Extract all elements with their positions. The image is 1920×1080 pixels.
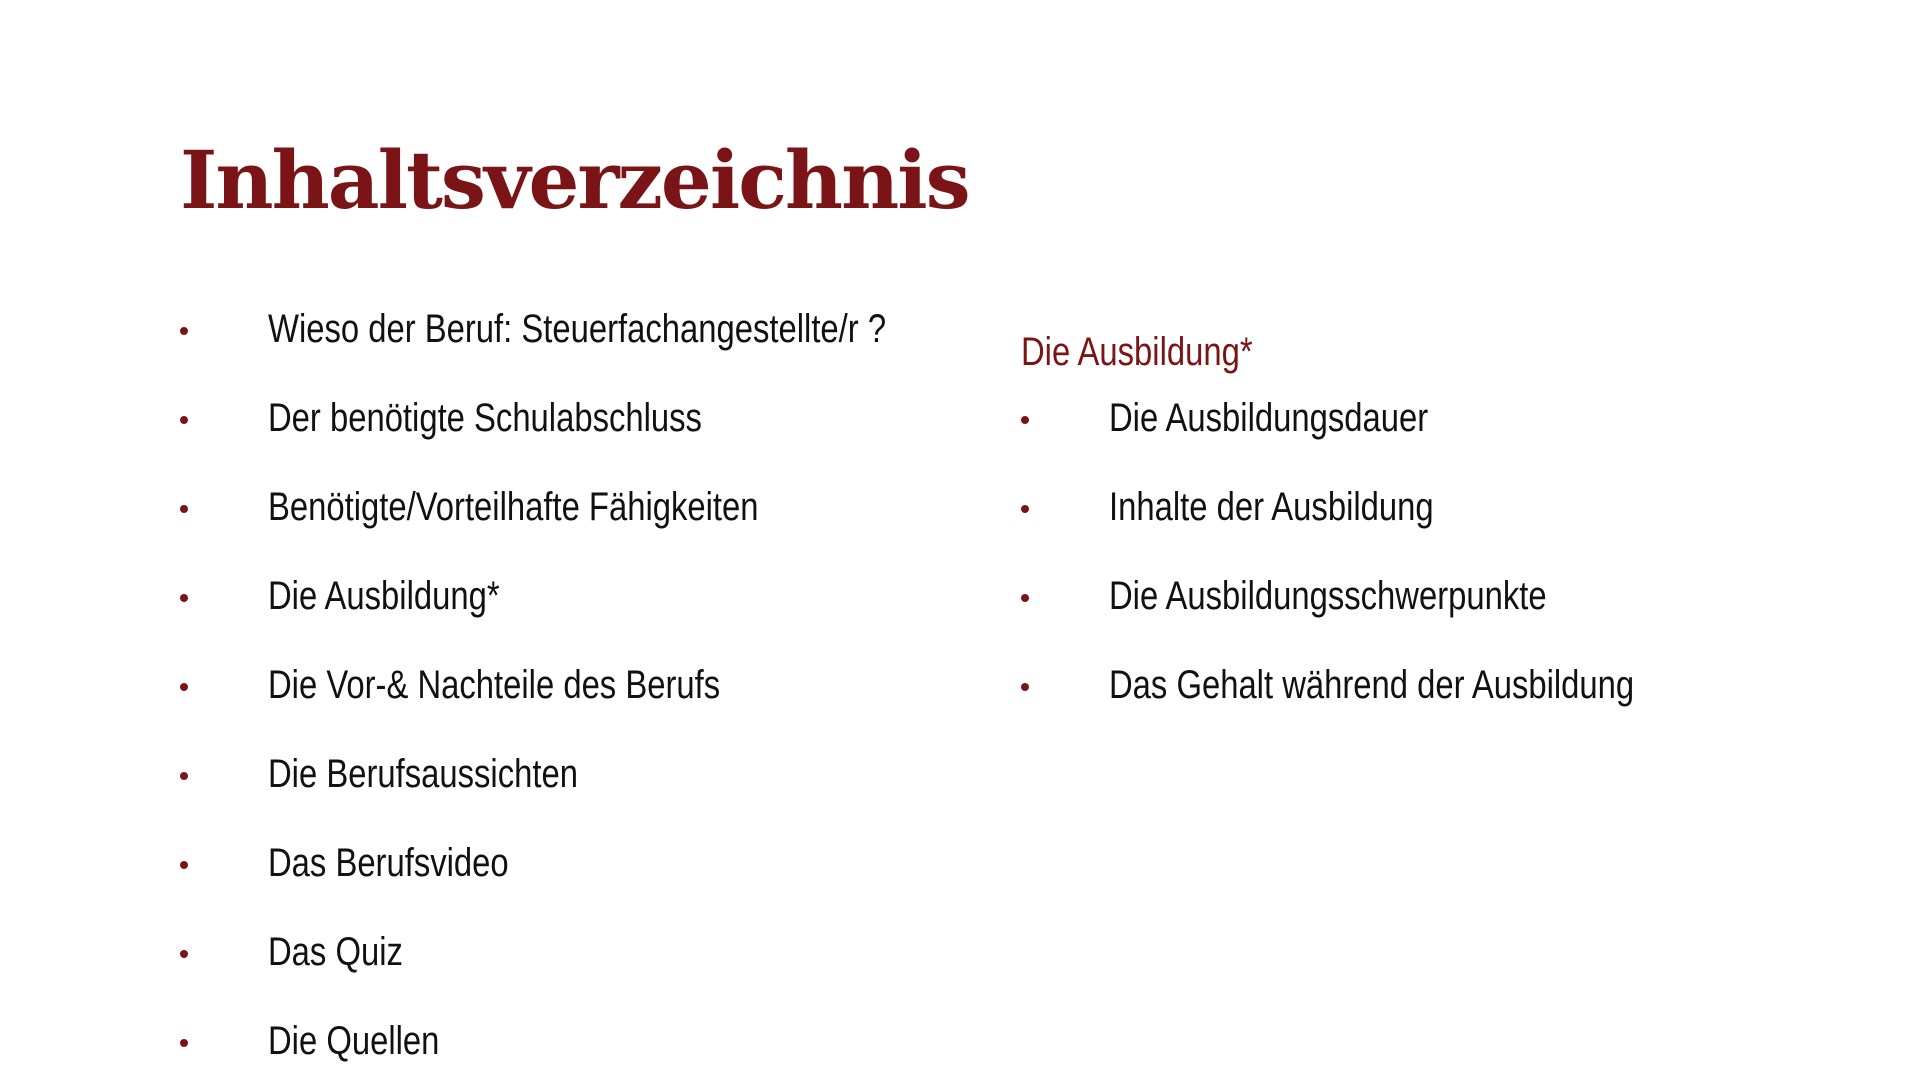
list-item [180, 661, 1022, 750]
bullet-icon [1021, 416, 1029, 424]
contents-list [180, 305, 1022, 1080]
list-item-text: Die Ausbildungsdauer [1109, 396, 1429, 440]
section-heading: Die Ausbildung* [1021, 330, 1253, 374]
list-item [180, 572, 1022, 661]
list-item [1021, 661, 1749, 750]
list-item-text: Die Berufsaussichten [268, 752, 578, 796]
list-item-text: Das Quiz [268, 930, 403, 974]
slide-title: Inhaltsverzeichnis [180, 133, 969, 227]
bullet-icon [1021, 505, 1029, 513]
list-item [180, 1017, 1022, 1080]
list-item [180, 483, 1022, 572]
bullet-icon [180, 1039, 188, 1047]
subsection-list [1021, 394, 1749, 750]
bullet-icon [1021, 683, 1029, 691]
list-item [180, 839, 1022, 928]
list-item [1021, 572, 1749, 661]
bullet-icon [180, 594, 188, 602]
bullet-icon [180, 861, 188, 869]
bullet-icon [180, 683, 188, 691]
bullet-icon [180, 327, 188, 335]
bullet-icon [180, 950, 188, 958]
list-item-text: Das Berufsvideo [268, 841, 509, 885]
list-item [1021, 394, 1749, 483]
bullet-icon [180, 772, 188, 780]
bullet-icon [180, 505, 188, 513]
list-item-text: Die Quellen [268, 1019, 440, 1063]
list-item-text: Der benötigte Schulabschluss [268, 396, 702, 440]
list-item-text: Das Gehalt während der Ausbildung [1109, 663, 1635, 707]
list-item [180, 750, 1022, 839]
list-item [180, 305, 1022, 394]
list-item-text: Wieso der Beruf: Steuerfachangestellte/r ? [268, 307, 887, 351]
bullet-icon [1021, 594, 1029, 602]
list-item-text: Die Ausbildung* [268, 574, 500, 618]
list-item [1021, 483, 1749, 572]
list-item-text: Benötigte/Vorteilhafte Fähigkeiten [268, 485, 759, 529]
list-item-text: Inhalte der Ausbildung [1109, 485, 1434, 529]
list-item-text: Die Ausbildungsschwerpunkte [1109, 574, 1547, 618]
list-item [180, 928, 1022, 1017]
list-item-text: Die Vor-& Nachteile des Berufs [268, 663, 721, 707]
bullet-icon [180, 416, 188, 424]
list-item [180, 394, 1022, 483]
